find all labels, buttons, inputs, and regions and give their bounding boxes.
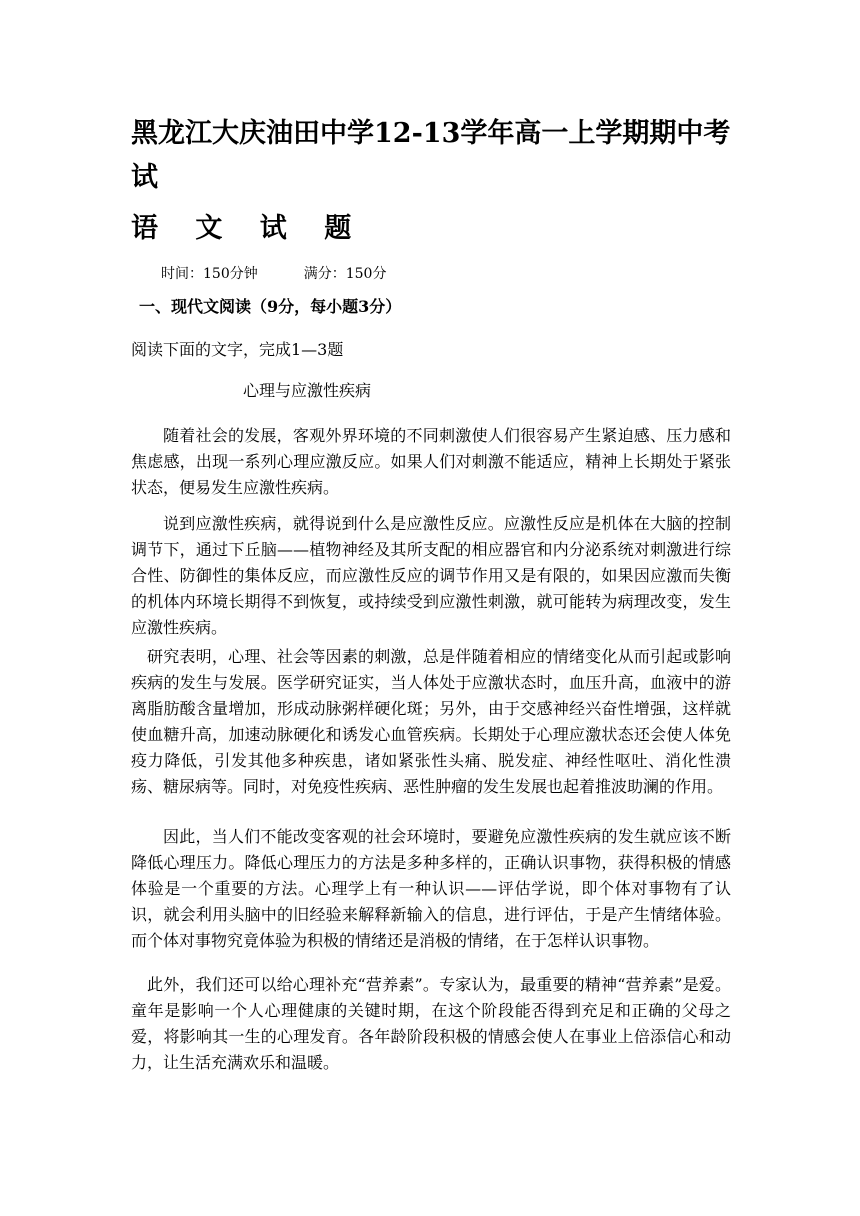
section-heading: 一、现代文阅读（9分，每小题3分） [139, 297, 402, 316]
article-paragraph: 因此，当人们不能改变客观的社会环境时，要避免应激性疾病的发生就应该不断降低心理压力。降低心理压力的方法是多种多样的，正确认识事物，获得积极的情感体验是一个重要的方法。心理学上有一种认识——评估学说，即个体对事物有了认识，就会利用头脑中的旧经验来解释新输入的信息，进行评估，于是产生情绪体验。而个体对事物究竟体验为积极的情绪还是消极的情绪，在于怎样认识事物。 [131, 827, 731, 950]
exam-time: 时间：150分钟 [161, 266, 258, 282]
exam-subject-heading: 语 文 试 题 [131, 213, 366, 244]
reading-instruction: 阅读下面的文字，完成1—3题 [131, 340, 344, 359]
exam-meta [161, 264, 386, 284]
article-paragraph: 随着社会的发展，客观外界环境的不同刺激使人们很容易产生紧迫感、压力感和焦虑感，出现一系列心理应激反应。如果人们对刺激不能适应，精神上长期处于紧张状态，便易发生应激性疾病。 [131, 426, 731, 497]
article-paragraph: 此外，我们还可以给心理补充“营养素”。专家认为，最重要的精神“营养素”是爱。童年是影响一个人心理健康的关键时期，在这个阶段能否得到充足和正确的父母之爱，将影响其一生的心理发育。各年龄阶段积极的情感会使人在事业上倍添信心和动力，让生活充满欢乐和温暖。 [131, 975, 731, 1072]
article-paragraph: 研究表明，心理、社会等因素的刺激，总是伴随着相应的情绪变化从而引起或影响疾病的发生与发展。医学研究证实，当人体处于应激状态时，血压升高，血液中的游离脂肪酸含量增加，形成动脉粥样硬化斑；另外，由于交感神经兴奋性增强，这样就使血糖升高，加速动脉硬化和诱发心血管疾病。长期处于心理应激状态还会使人体免疫力降低，引发其他多种疾患，诸如紧张性头痛、脱发症、神经性呕吐、消化性溃疡、糖尿病等。同时，对免疫性疾病、恶性肿瘤的发生发展也起着推波助澜的作用。 [131, 647, 731, 796]
exam-score: 满分：150分 [303, 266, 387, 282]
article-title: 心理与应激性疾病 [243, 381, 372, 400]
article-paragraph: 说到应激性疾病，就得说到什么是应激性反应。应激性反应是机体在大脑的控制调节下，通过下丘脑——植物神经及其所支配的相应器官和内分泌系统对刺激进行综合性、防御性的集体反应，而应激性反应的调节作用又是有限的，如果因应激而失衡的机体内环境长期得不到恢复，或持续受到应激性刺激，就可能转为病理改变，发生应激性疾病。 [131, 514, 731, 637]
exam-title: 黑龙江大庆油田中学12-13学年高一上学期期中考试 [131, 118, 731, 193]
